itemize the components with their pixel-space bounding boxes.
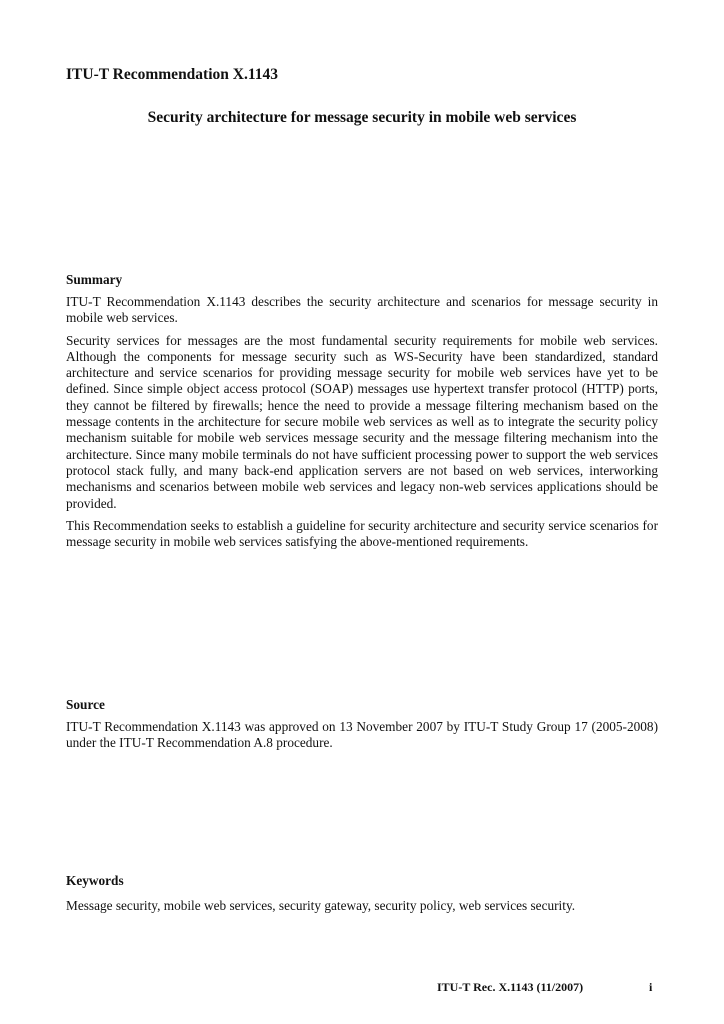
document-subtitle: Security architecture for message security in mobile web services (147, 109, 577, 126)
source-heading: Source (66, 697, 105, 712)
source-text: ITU-T Recommendation X.1143 was approved on 13 November 2007 by ITU-T Study Group 17 (2005-2008) under the ITU-T Recommendation A.8 procedure. (66, 719, 658, 751)
keywords-section (66, 898, 658, 920)
document-title: ITU-T Recommendation X.1143 (66, 66, 278, 83)
summary-heading: Summary (66, 272, 123, 287)
summary-paragraph: Security services for messages are the most fundamental security requirements for mobile web services. Although the components for message security such as WS-Security have been standardized, standard architecture and service scenarios for providing message security for mobile web services have yet to be defined. Since simple object access protocol (SOAP) messages use hypertext transfer protocol (HTTP) ports, they cannot be filtered by firewalls; hence the need to provide a message filtering mechanism based on the message contents in the architecture for secure mobile web services as well as to integrate the security policy mechanism suitable for mobile web services message security and the message filtering mechanism into the architecture. Since many mobile terminals do not have sufficient processing power to support the web services protocol stack fully, and many back-end application servers are not based on web services, interworking mechanisms and scenarios between mobile web services and legacy non-web services applications should be provided. (66, 332, 658, 511)
page-number: i (649, 980, 653, 994)
summary-section (66, 294, 658, 556)
summary-paragraph: ITU-T Recommendation X.1143 describes the security architecture and scenarios for message security in mobile web services. (66, 294, 658, 326)
summary-paragraph: This Recommendation seeks to establish a guideline for security architecture and security service scenarios for message security in mobile web services satisfying the above-mentioned requirements. (66, 517, 658, 550)
footer-reference: ITU-T Rec. X.1143 (11/2007) (437, 980, 584, 994)
keywords-heading: Keywords (66, 873, 124, 888)
source-section (66, 719, 658, 758)
keywords-text: Message security, mobile web services, security gateway, security policy, web services security. (66, 898, 576, 913)
